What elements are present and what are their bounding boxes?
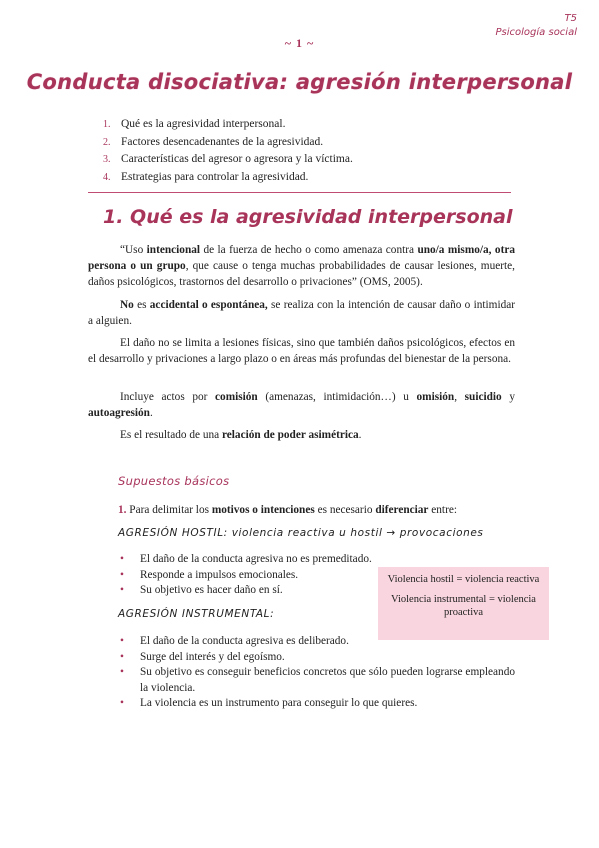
bold-run: motivos o intenciones (211, 504, 315, 516)
hostile-aggression-heading: AGRESIÓN HOSTIL: violencia reactiva u hostil → provocaciones (118, 527, 484, 539)
note-hostile: Violencia hostil = violencia reactiva (387, 574, 540, 585)
list-item-text: La violencia es un instrumento para conseguir lo que quieres. (140, 697, 418, 709)
text-run: Para delimitar los (126, 504, 212, 516)
list-item-text: Su objetivo es conseguir beneficios concretos que sólo pueden lograrse empleando la violencia. (140, 666, 515, 694)
bold-run: accidental o espontánea, (149, 299, 268, 311)
list-item: • Su objetivo es hacer daño en sí. (120, 584, 283, 596)
text-run: se realiza con la intención de causar daño o intimidar a alguien. (88, 299, 516, 327)
toc-number: 1. (103, 119, 111, 130)
text-run: entre: (428, 504, 457, 516)
list-item: • Surge del interés y del egoísmo. (120, 650, 285, 663)
bold-run: comisión (215, 391, 258, 403)
toc-text: Qué es la agresividad interpersonal. (121, 118, 286, 130)
not-accidental-paragraph (88, 297, 515, 329)
bold-run: autoagresión (88, 407, 150, 419)
page-number: ~ 1 ~ (284, 36, 315, 50)
text-run: es necesario (314, 504, 376, 516)
instrumental-aggression-heading: AGRESIÓN INSTRUMENTAL: (118, 608, 275, 620)
bold-run: No (120, 299, 134, 311)
text-run: es (133, 299, 150, 311)
list-item-text: Su objetivo es hacer daño en sí. (140, 584, 283, 596)
toc-text: Características del agresor o agresora y la víctima. (121, 153, 353, 165)
bold-run: relación de poder asimétrica (221, 429, 359, 441)
list-item: • El daño de la conducta agresiva no es premeditado. (120, 553, 372, 565)
text-run: . (149, 407, 153, 419)
section-1-heading: 1. Qué es la agresividad interpersonal (103, 206, 513, 228)
text-run: Es el resultado de una (120, 429, 222, 441)
text-run: , (454, 391, 465, 403)
bold-run: diferenciar (375, 504, 429, 516)
violence-types-note (378, 567, 549, 640)
document-title: Conducta disociativa: agresión interpersonal (26, 70, 573, 94)
toc-number: 2. (103, 136, 111, 148)
text-run: “Uso (120, 244, 147, 256)
text-run: y (501, 391, 515, 403)
bold-run: intencional (146, 244, 201, 256)
definition-paragraph (88, 242, 515, 290)
toc-number: 4. (103, 171, 111, 183)
text-run: . (358, 429, 362, 441)
toc-item (103, 169, 353, 187)
text-run: Incluye actos por (120, 391, 216, 403)
basics-heading: Supuestos básicos (118, 474, 230, 488)
instrumental-list (118, 634, 515, 712)
bold-run: suicidio (464, 391, 502, 403)
toc-item (103, 151, 353, 169)
text-run: de la fuerza de hecho o como amenaza contra (200, 244, 418, 256)
bold-run: omisión (416, 391, 455, 403)
toc-item (103, 116, 353, 134)
toc-text: Factores desencadenantes de la agresividad. (121, 135, 324, 148)
list-item-text: Surge del interés y del egoísmo. (140, 650, 285, 663)
topic-code: T5 (564, 13, 577, 24)
intro-number: 1. (118, 504, 127, 516)
toc-number: 3. (103, 154, 111, 165)
text-run: , que cause o tenga muchas probabilidades de causar lesiones, muerte, daños psicológicos, trastornos del desarrollo o privaciones” (OMS, 2005). (88, 260, 515, 288)
acts-paragraph (88, 389, 515, 421)
hostile-list (118, 552, 378, 599)
harm-paragraph: El daño no se limita a lesiones físicas, sino que también daños psicológicos, efectos en el desarrollo y privaciones a largo plazo o en áreas más profundas del bienestar de la persona. (88, 337, 515, 365)
list-item-text: El daño de la conducta agresiva es deliberado. (140, 635, 349, 647)
power-paragraph (88, 427, 515, 443)
bold-run: uno/a mismo/a, otra persona o un grupo (88, 244, 516, 272)
list-item: • El daño de la conducta agresiva es deliberado. (120, 635, 349, 647)
list-item-text: Responde a impulsos emocionales. (140, 568, 299, 581)
basics-intro (118, 502, 515, 518)
subject-name: Psicología social (495, 27, 577, 38)
toc-text: Estrategias para controlar la agresividad. (121, 170, 309, 183)
table-of-contents (103, 116, 353, 186)
section-divider (88, 192, 511, 193)
note-instrumental: Violencia instrumental = violencia proactiva (391, 594, 536, 618)
list-item: • Su objetivo es conseguir beneficios concretos que sólo pueden lograrse empleando la violencia. (120, 666, 515, 694)
list-item-text: El daño de la conducta agresiva no es premeditado. (140, 553, 372, 565)
list-item: • La violencia es un instrumento para conseguir lo que quieres. (120, 697, 418, 709)
toc-item (103, 134, 353, 152)
text-run: (amenazas, intimidación…) u (257, 391, 417, 403)
list-item: • Responde a impulsos emocionales. (120, 568, 299, 581)
